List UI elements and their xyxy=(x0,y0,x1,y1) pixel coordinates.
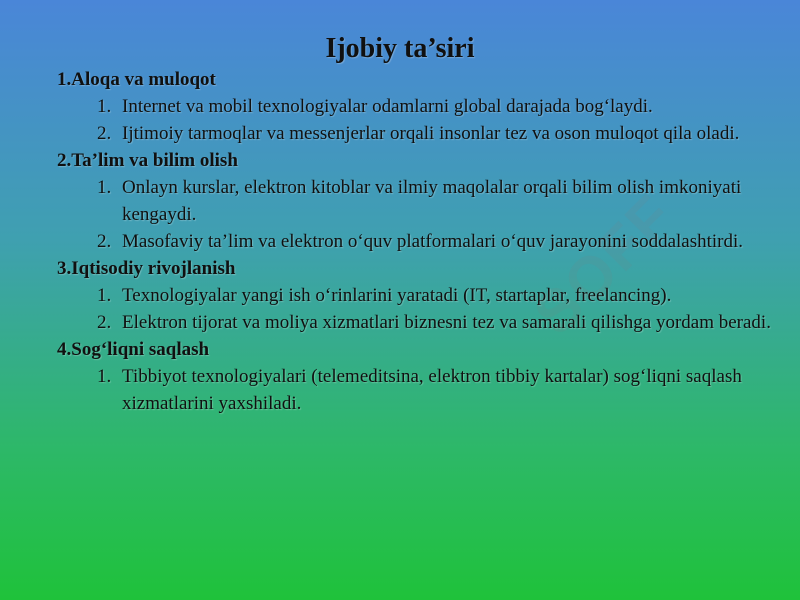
list-item-number: 1. xyxy=(97,285,112,306)
slide-title: Ijobiy ta’siri xyxy=(325,33,475,64)
list-item-text: Texnologiyalar yangi ish o‘rinlarini yaratadi (IT, startaplar, freelancing). xyxy=(122,285,672,306)
section-list xyxy=(57,93,777,147)
section-talim xyxy=(57,147,777,255)
list-item-number: 2. xyxy=(97,123,112,144)
list-item-text: Ijtimoiy tarmoqlar va messenjerlar orqali insonlar tez va oson muloqot qila oladi. xyxy=(122,123,740,144)
list-item xyxy=(57,174,777,228)
list-item-text: Onlayn kurslar, elektron kitoblar va ilmiy maqolalar orqali bilim olish imkoniyati kengaydi. xyxy=(122,177,742,225)
list-item-number: 1. xyxy=(97,366,112,387)
list-item xyxy=(57,120,777,147)
list-item xyxy=(57,363,777,417)
list-item-text: Elektron tijorat va moliya xizmatlari biznesni tez va samarali qilishga yordam beradi. xyxy=(122,312,771,333)
list-item-text: Internet va mobil texnologiyalar odamlarni global darajada bog‘laydi. xyxy=(122,96,653,117)
list-item-text: Masofaviy ta’lim va elektron o‘quv platformalari o‘quv jarayonini soddalashtirdi. xyxy=(122,231,744,252)
list-item xyxy=(57,228,777,255)
list-item-number: 2. xyxy=(97,231,112,252)
watermark-logo: SOFF xyxy=(520,181,688,348)
list-item xyxy=(57,309,777,336)
section-list xyxy=(57,174,777,255)
list-item xyxy=(57,282,777,309)
list-item-number: 2. xyxy=(97,312,112,333)
section-aloqa xyxy=(57,66,777,147)
list-item-number: 1. xyxy=(97,177,112,198)
section-iqtisodiy xyxy=(57,255,777,336)
list-item-text: Tibbiyot texnologiyalari (telemeditsina, elektron tibbiy kartalar) sog‘liqni saqlash xizmatlarini yaxshiladi. xyxy=(122,366,742,414)
list-item-number: 1. xyxy=(97,96,112,117)
section-heading: 1.Aloqa va muloqot xyxy=(57,69,216,90)
section-heading: 4.Sog‘liqni saqlash xyxy=(57,339,210,360)
section-list xyxy=(57,363,777,417)
list-item xyxy=(57,93,777,120)
section-heading: 2.Ta’lim va bilim olish xyxy=(57,150,238,171)
section-heading: 3.Iqtisodiy rivojlanish xyxy=(57,258,236,279)
section-sogliq xyxy=(57,336,777,417)
slide-content xyxy=(57,66,777,417)
section-list xyxy=(57,282,777,336)
